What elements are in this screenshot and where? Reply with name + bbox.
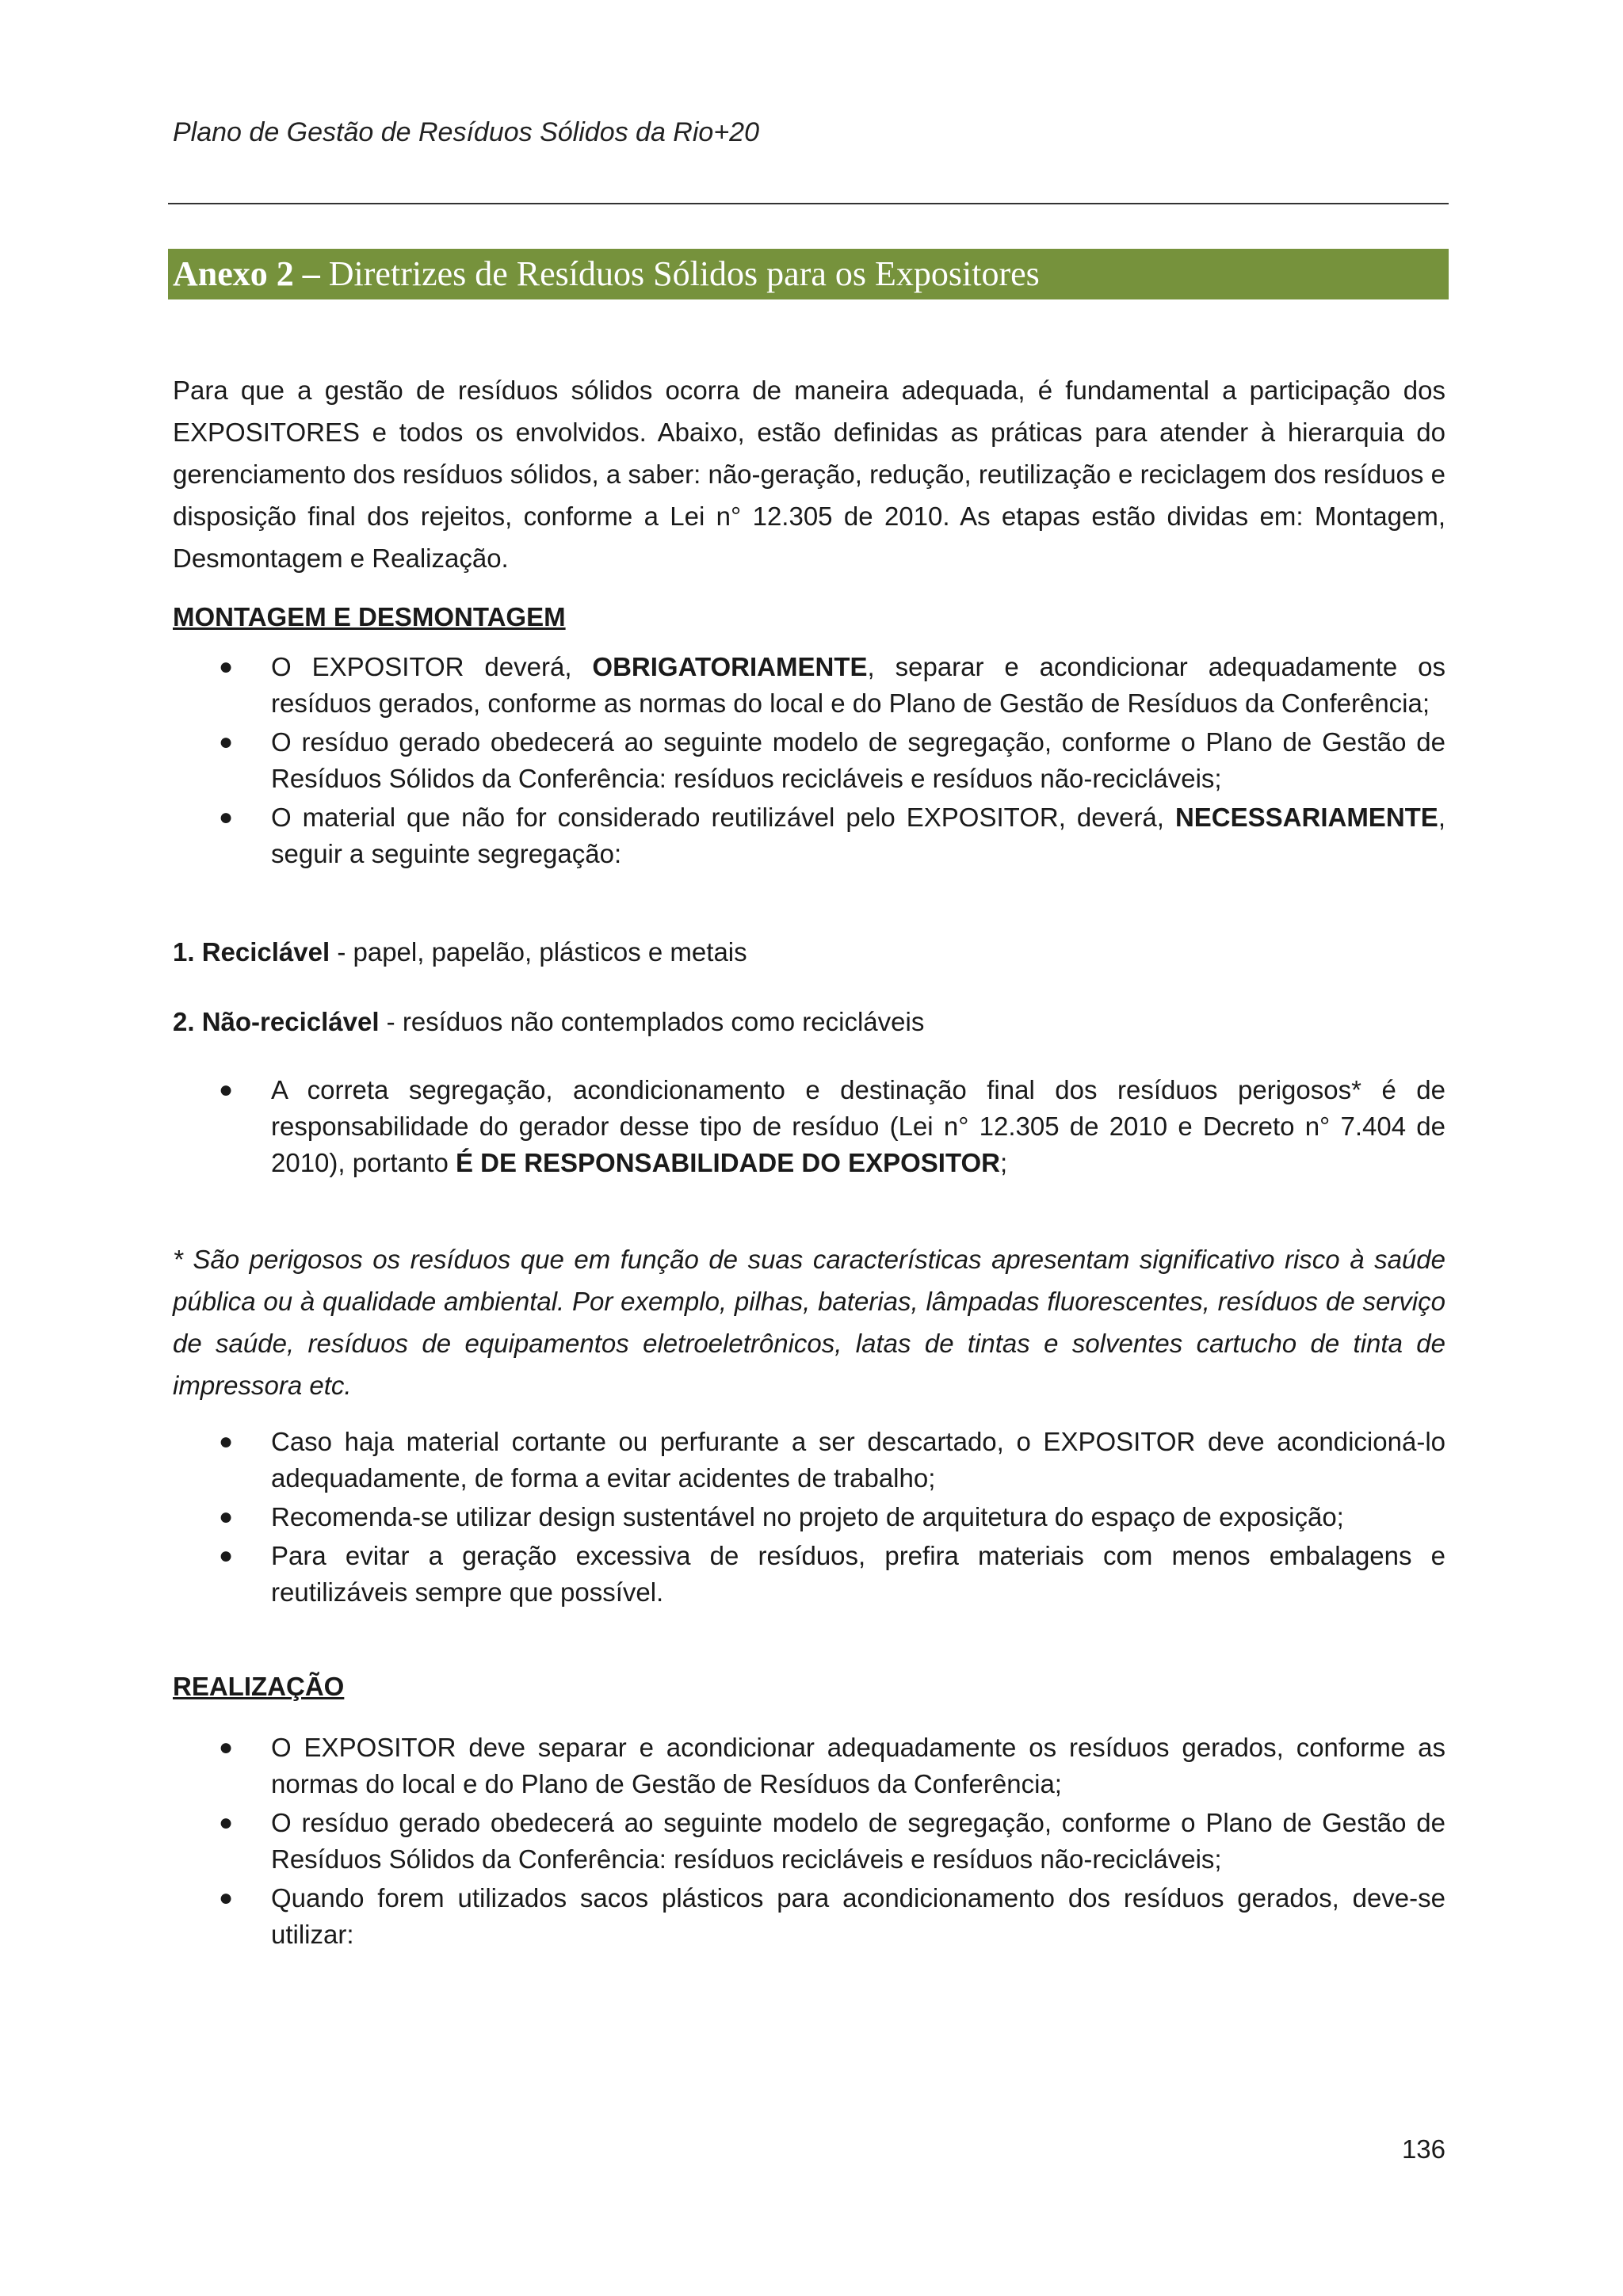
annex-title-bar bbox=[168, 249, 1449, 299]
bullet-icon: ● bbox=[219, 1734, 234, 1760]
section-title-realizacao: REALIZAÇÃO bbox=[173, 1672, 345, 1701]
hazard-footnote: * São perigosos os resíduos que em função de suas características apresentam significativo risco à saúde pública ou à qualidade ambiental. Por exemplo, pilhas, baterias, lâmpadas fluorescentes, resíduos de serviço de saúde, resíduos de equipamentos eletroeletrônicos, latas de tintas e solventes cartucho de tinta de impressora etc. bbox=[173, 1245, 1445, 1400]
list-item: ● O EXPOSITOR deve separar e acondicionar adequadamente os resíduos gerados, conforme as normas do local e do Plano de Gestão de Resíduos da Conferência; bbox=[173, 1730, 1445, 1802]
list-item: ● O EXPOSITOR deverá, OBRIGATORIAMENTE, separar e acondicionar adequadamente os resíduos gerados, conforme as normas do local e do Plano de Gestão de Resíduos da Conferência; bbox=[173, 649, 1445, 722]
bullet-icon: ● bbox=[219, 1885, 234, 1911]
header-rule bbox=[168, 203, 1449, 204]
bullet-icon: ● bbox=[219, 1810, 234, 1836]
bullet-icon: ● bbox=[219, 1543, 234, 1569]
list-item: ● O resíduo gerado obedecerá ao seguinte modelo de segregação, conforme o Plano de Gestão de Resíduos Sólidos da Conferência: resíduos recicláveis e resíduos não-recicláveis; bbox=[173, 724, 1445, 797]
bullet-icon: ● bbox=[219, 804, 234, 830]
annex-label: Anexo 2 – bbox=[173, 254, 320, 293]
annex-title: Diretrizes de Resíduos Sólidos para os Expositores bbox=[328, 254, 1040, 293]
bullet-icon: ● bbox=[219, 654, 234, 680]
extra-bullet-list bbox=[173, 1424, 1445, 1611]
running-header: Plano de Gestão de Resíduos Sólidos da Rio+20 bbox=[173, 117, 759, 147]
bullet-icon: ● bbox=[219, 1428, 234, 1455]
section-title-montagem: MONTAGEM E DESMONTAGEM bbox=[173, 602, 566, 631]
list-item: ● Caso haja material cortante ou perfurante a ser descartado, o EXPOSITOR deve acondicioná-lo adequadamente, de forma a evitar acidentes de trabalho; bbox=[173, 1424, 1445, 1497]
numbered-item-reciclavel: 1. Reciclável - papel, papelão, plásticos e metais bbox=[173, 937, 747, 967]
list-item: ● O resíduo gerado obedecerá ao seguinte modelo de segregação, conforme o Plano de Gestão de Resíduos Sólidos da Conferência: resíduos recicláveis e resíduos não-recicláveis; bbox=[173, 1805, 1445, 1878]
intro-paragraph: Para que a gestão de resíduos sólidos ocorra de maneira adequada, é fundamental a participação dos EXPOSITORES e todos os envolvidos. Abaixo, estão definidas as práticas para atender à hierarquia do gerenciamento dos resíduos sólidos, a saber: não-geração, redução, reutilização e reciclagem dos resíduos e disposição final dos rejeitos, conforme a Lei n° 12.305 de 2010. As etapas estão dividas em: Montagem, Desmontagem e Realização. bbox=[173, 376, 1445, 573]
list-item: ● A correta segregação, acondicionamento e destinação final dos resíduos perigosos* é de responsabilidade do gerador desse tipo de resíduo (Lei n° 12.305 de 2010 e Decreto n° 7.404 de 2010), portanto É DE RESPONSABILIDADE DO EXPOSITOR; bbox=[173, 1072, 1445, 1181]
list-item: ● Para evitar a geração excessiva de resíduos, prefira materiais com menos embalagens e reutilizáveis sempre que possível. bbox=[173, 1538, 1445, 1611]
page-number: 136 bbox=[1401, 2134, 1445, 2164]
montagem-bullet-list bbox=[173, 649, 1445, 872]
bullet-icon: ● bbox=[219, 1504, 234, 1530]
realizacao-bullet-list bbox=[173, 1730, 1445, 1953]
bullet-icon: ● bbox=[219, 1077, 234, 1103]
hazard-bullet-list bbox=[173, 1072, 1445, 1181]
bullet-icon: ● bbox=[219, 729, 234, 755]
numbered-item-nao-reciclavel: 2. Não-reciclável - resíduos não contemplados como recicláveis bbox=[173, 1007, 925, 1036]
document-page bbox=[173, 0, 1450, 2296]
list-item: ● O material que não for considerado reutilizável pelo EXPOSITOR, deverá, NECESSARIAMENTE, seguir a seguinte segregação: bbox=[173, 799, 1445, 872]
list-item: ● Recomenda-se utilizar design sustentável no projeto de arquitetura do espaço de exposição; bbox=[173, 1499, 1445, 1535]
main-content bbox=[173, 369, 1445, 1955]
list-item: ● Quando forem utilizados sacos plásticos para acondicionamento dos resíduos gerados, deve-se utilizar: bbox=[173, 1880, 1445, 1953]
